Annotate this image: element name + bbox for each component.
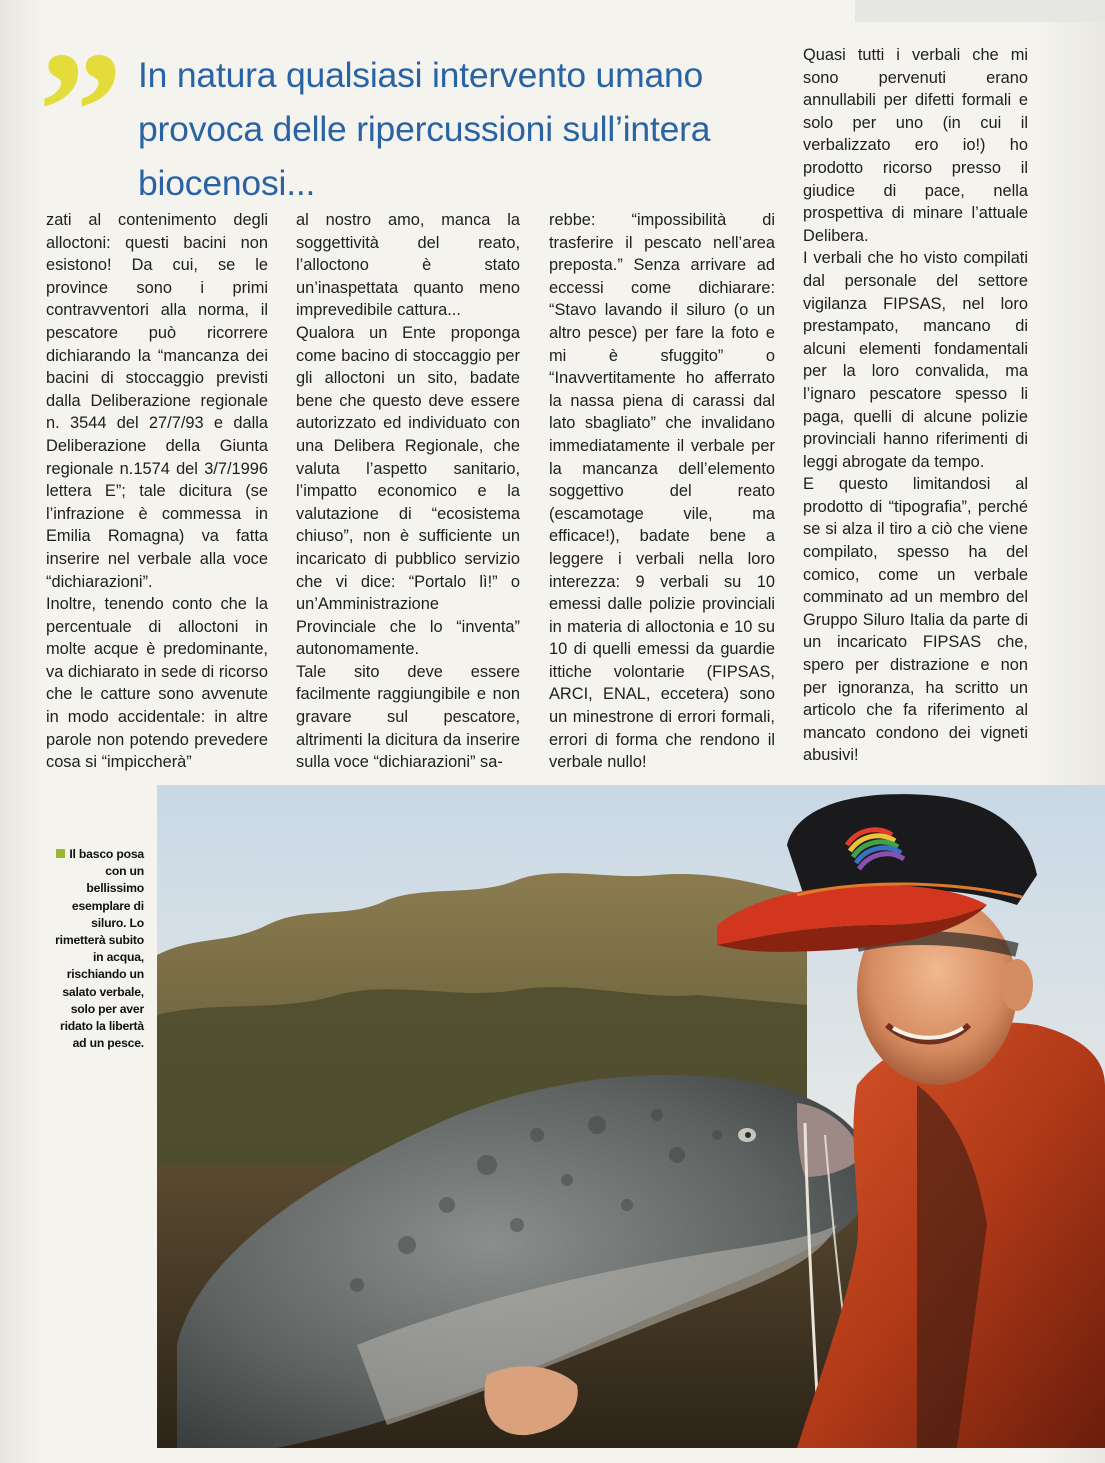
article-column-1: zati al contenimento degli alloctoni: questi bacini non esistono! Da cui, se le province sono i primi contravventori alla norma, il pescatore può ricorrere dichiarando la “mancanza dei bacini di stoccaggio previsti dalla Deliberazione regionale n. 3544 del 27/7/93 e dalla Deliberazione della Giunta regionale n.1574 del 3/7/1996 lettera E”; tale dicitura (se l’infrazione è commessa in Emilia Romagna) va fatta inserire nel verbale alla voce “dichiarazioni”. Inoltre, tenendo conto che la percentuale di alloctoni in molte acque è predominante, va dichiarato in sede di ricorso che le catture sono avvenute in modo accidentale: in altre parole non potendo prevedere cosa si “impiccherà” — [46, 211, 268, 772]
photo-caption — [48, 846, 144, 1052]
angler-catfish-illustration — [157, 785, 1105, 1448]
article-column-3: rebbe: “impossibilità di trasferire il pescato nell’area preposta.” Senza arrivare ad eccessi come dichiarare: “Stavo lavando il siluro (o un altro pesce) per fare la foto e mi è sfuggito” o “Inavvertitamente ho afferrato la nassa piena di carassi dal lato sbagliato” che invalidano immediatamente il verbale per la mancanza dell’elemento soggettivo del reato (escamotage vile, ma efficace!), badate bene a leggere i verbali nella loro interezza: 9 verbali su 10 emessi dalle polizie provinciali in materia di alloctonia e 10 su 10 di quelli emessi da guardie ittiche volontarie (FIPSAS, ARCI, ENAL, eccetera) sono un minestrone di errori formali, errori di forma che rendono il verbale nullo! — [549, 211, 775, 772]
caption-bullet-icon — [56, 849, 65, 858]
photo-caption-text: Il basco posa con un bellissimo esemplare di siluro. Lo rimetterà subito in acqua, rischiando un salato verbale, solo per aver ridato la libertà ad un pesce. — [55, 847, 144, 1051]
quotation-mark-icon: ” — [38, 17, 123, 205]
photo-angler-with-catfish — [157, 785, 1105, 1448]
article-column-2: al nostro amo, manca la soggettività del reato, l’alloctono è stato un’inaspettata quanto meno imprevedibile cattura... Qualora un Ente proponga come bacino di stoccaggio per gli alloctoni un sito, badate bene che questo deve essere autorizzato ed individuato con una Delibera Regionale, che valuta l’aspetto sanitario, l’impatto economico e la valutazione di “ecosistema chiuso”, non è sufficiente un incaricato di pubblico servizio che vi dice: “Portalo lì!” o un’Amministrazione Provinciale che lo “inventa” autonomamente. Tale sito deve essere facilmente raggiungibile e non gravare sul pescatore, altrimenti la dicitura da inserire sulla voce “dichiarazioni” sa- — [296, 211, 520, 772]
facing-page-margin — [0, 0, 44, 1463]
article-column-4: Quasi tutti i verbali che mi sono pervenuti erano annullabili per difetti formali e solo per uno (in cui il verbalizzato ero io!) ho prodotto ricorso presso il giudice di pace, nella prospettiva di minare l’attuale Delibera. I verbali che ho visto compilati dal personale del settore vigilanza FIPSAS, nel loro prestampato, mancano di alcuni elementi fondamentali per la loro convalida, ma l’ignaro pescatore spesso li paga, quelli di alcune polizie provinciali hanno riferimenti di leggi abrogate da tempo. E questo limitandosi al prodotto di “tipografia”, perché se si alza il tiro a ciò che viene compilato, spesso ha del comico, come un verbale comminato ad un membro del Gruppo Siluro Italia da parte di un incaricato FIPSAS che, spero per distrazione e non per ignoranza, ha scritto un articolo che fa riferimento al mancato condono dei vigneti abusivi! — [803, 46, 1028, 765]
pull-quote: In natura qualsiasi intervento umano provoca delle ripercussioni sull’intera biocenosi... — [138, 55, 711, 203]
next-page-header-bleed — [855, 0, 1105, 22]
